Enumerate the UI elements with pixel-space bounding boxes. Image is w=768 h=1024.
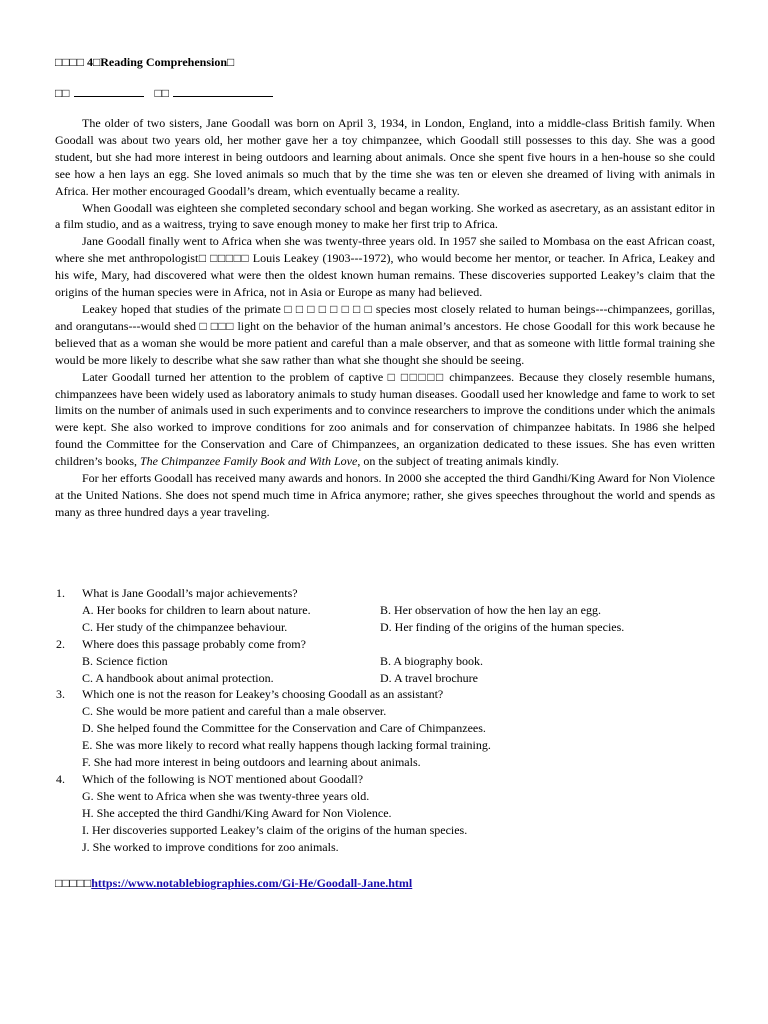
passage-paragraph-4: Leakey hoped that studies of the primate □ □ □ □ □ □ □ □ species most closely related to human beings---chimpanzees, gorillas, and orangutans---would shed □ □□□ light on the behavior of the human animal’s ancestors. He chose Goodall for this work because he believed that as a woman she would be more patient and careful than a male observer, and that as someone with little formal training she would be more likely to describe what she saw rather than what she thought she should be seeing. bbox=[55, 301, 715, 367]
option-j[interactable]: J. She worked to improve conditions for zoo animals. bbox=[82, 839, 339, 854]
question-text: What is Jane Goodall’s major achievements? bbox=[82, 586, 298, 600]
class-blank[interactable] bbox=[173, 85, 273, 97]
name-label: □□ bbox=[55, 86, 70, 100]
option-b[interactable]: B. Her observation of how the hen lay an egg. bbox=[380, 602, 601, 617]
question-number: 4. bbox=[56, 771, 65, 786]
option-a[interactable]: B. Science fiction bbox=[82, 653, 168, 668]
question-number: 3. bbox=[56, 687, 65, 702]
passage-paragraph-5 bbox=[55, 369, 715, 470]
paragraph-5-end: , on the subject of treating animals kindly. bbox=[357, 454, 559, 469]
option-c[interactable]: C. A handbook about animal protection. bbox=[82, 670, 274, 685]
class-label: □□ bbox=[154, 86, 169, 100]
source-line bbox=[55, 876, 412, 891]
question-4 bbox=[55, 771, 715, 856]
options bbox=[55, 602, 715, 636]
passage-paragraph-2: When Goodall was eighteen she completed secondary school and began working. She worked as asecretary, as an assistant editor in a film studio, and as a waitress, trying to save enough money to make her first trip to Africa. bbox=[55, 200, 715, 232]
name-blank[interactable] bbox=[74, 85, 144, 97]
options bbox=[55, 653, 715, 687]
worksheet-title: □□□□ 4□Reading Comprehension□ bbox=[55, 55, 235, 69]
question-text: Which of the following is NOT mentioned about Goodall? bbox=[82, 771, 364, 786]
question-3 bbox=[55, 686, 715, 771]
reading-passage bbox=[55, 115, 715, 521]
option-g[interactable]: G. She went to Africa when she was twenty-three years old. bbox=[82, 788, 370, 803]
options bbox=[55, 703, 715, 771]
option-d[interactable]: D. A travel brochure bbox=[380, 670, 478, 685]
option-h[interactable]: H. She accepted the third Gandhi/King Award for Non Violence. bbox=[82, 805, 392, 820]
passage-paragraph-1: The older of two sisters, Jane Goodall was born on April 3, 1934, in London, England, into a middle-class British family. When Goodall was about two years old, her mother gave her a toy chimpanzee, which Goodall still possesses to this day. She was a good student, but she had more interest in being outdoors and learning about animals. Once she spent five hours in a hen-house so she could see how a hen lays an egg. She loved animals so much that by the time she was ten or eleven she dreamed of living with animals in Africa. Her mother encouraged Goodall’s dream, which eventually became a reality. bbox=[55, 116, 715, 198]
option-c[interactable]: C. Her study of the chimpanzee behaviour. bbox=[82, 619, 288, 634]
question-number: 1. bbox=[56, 586, 65, 600]
option-f[interactable]: F. She had more interest in being outdoors and learning about animals. bbox=[82, 755, 421, 770]
option-a[interactable]: A. Her books for children to learn about nature. bbox=[82, 602, 311, 617]
question-text: Which one is not the reason for Leakey’s choosing Goodall as an assistant? bbox=[82, 687, 444, 702]
question-list bbox=[55, 585, 715, 856]
passage-paragraph-3: Jane Goodall finally went to Africa when she was twenty-three years old. In 1957 she sailed to Mombasa on the east African coast, where she met anthropologist□ □□□□□ Louis Leakey (1903---1972), who would become her mentor, or teacher. In Africa, Leakey and his wife, Mary, had discovered what were then the oldest known human remains. These discoveries supported Leakey’s claim that the origins of the human species were in Africa, not in Asia or Europe as many had believed. bbox=[55, 234, 715, 300]
option-i[interactable]: I. Her discoveries supported Leakey’s claim of the origins of the human species. bbox=[82, 822, 468, 837]
source-label: □□□□□ bbox=[55, 876, 92, 890]
source-link[interactable]: https://www.notablebiographies.com/Gi-He/Goodall-Jane.html bbox=[91, 876, 413, 890]
book-titles: The Chimpanzee Family Book and With Love bbox=[140, 454, 358, 469]
paragraph-5-start: Later Goodall turned her attention to the problem of captive □ □□□□□ chimpanzees. Because they closely resemble humans, chimpanzees have been widely used as laboratory animals to study human diseases. Goodall used her knowledge and fame to work to set limits on the number of animals used in such experiments and to convince researchers to improve the conditions under which the animals were kept. She also worked to improve conditions for zoo animals and for conservation of chimpanzee habitats. In 1986 she helped found the Committee for the Conservation and Care of Chimpanzees, an organization dedicated to these issues. She has even written children’s books, bbox=[55, 369, 715, 469]
question-1 bbox=[55, 585, 715, 636]
question-2 bbox=[55, 636, 715, 687]
question-text: Where does this passage probably come from? bbox=[82, 636, 306, 651]
option-d[interactable]: D. Her finding of the origins of the human species. bbox=[380, 619, 625, 634]
option-e[interactable]: E. She was more likely to record what really happens though lacking formal training. bbox=[82, 738, 491, 753]
option-d[interactable]: D. She helped found the Committee for the Conservation and Care of Chimpanzees. bbox=[82, 721, 486, 736]
option-b[interactable]: B. A biography book. bbox=[380, 653, 484, 668]
option-c[interactable]: C. She would be more patient and careful than a male observer. bbox=[82, 704, 387, 719]
question-number: 2. bbox=[56, 636, 65, 651]
name-class-line bbox=[55, 85, 273, 101]
passage-paragraph-6: For her efforts Goodall has received many awards and honors. In 2000 she accepted the third Gandhi/King Award for Non Violence at the United Nations. She does not spend much time in Africa anymore; rather, she gives speeches throughout the world and spends as many as three hundred days a year traveling. bbox=[55, 471, 715, 519]
options bbox=[55, 788, 715, 856]
